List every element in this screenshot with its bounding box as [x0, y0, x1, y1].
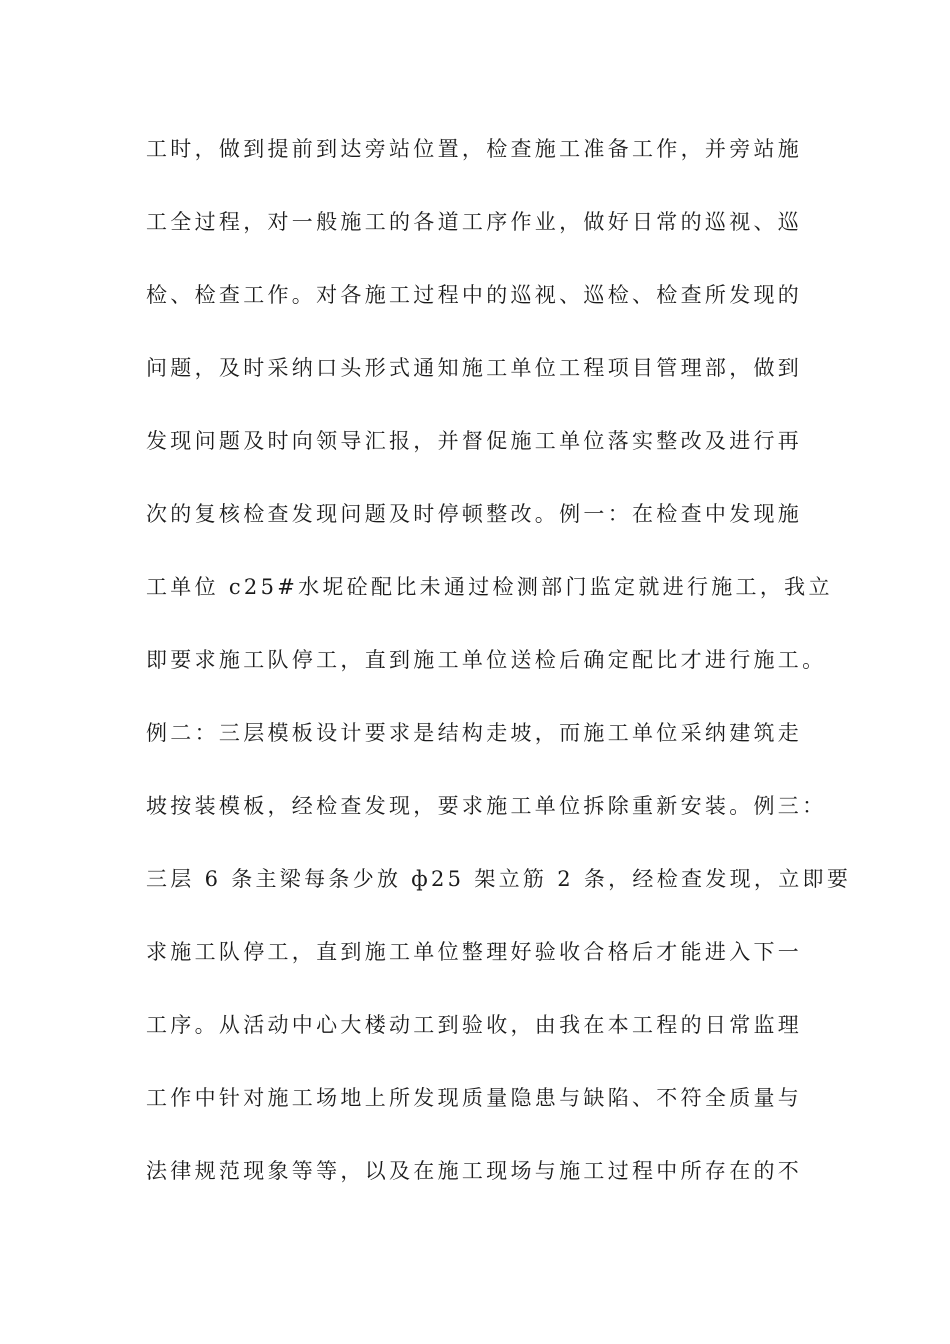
text-line: 工全过程，对一般施工的各道工序作业，做好日常的巡视、巡: [146, 210, 803, 234]
text-line: 发现问题及时向领导汇报，并督促施工单位落实整改及进行再: [146, 429, 803, 453]
text-line: 即要求施工队停工，直到施工单位送检后确定配比才进行施工。: [146, 648, 827, 672]
text-line: 法律规范现象等等，以及在施工现场与施工过程中所存在的不: [146, 1159, 803, 1183]
text-line: 三层 6 条主梁每条少放 ф25 架立筋 2 条，经检查发现，立即要: [146, 867, 852, 891]
text-line: 检、检查工作。对各施工过程中的巡视、巡检、检查所发现的: [146, 283, 803, 307]
text-line: 问题，及时采纳口头形式通知施工单位工程项目管理部，做到: [146, 356, 803, 380]
text-line: 工作中针对施工场地上所发现质量隐患与缺陷、不符全质量与: [146, 1086, 803, 1110]
text-line: 工单位 c25#水坭砼配比未通过检测部门监定就进行施工，我立: [146, 575, 833, 599]
text-line: 次的复核检查发现问题及时停顿整改。例一：在检查中发现施: [146, 502, 803, 526]
text-line: 例二：三层模板设计要求是结构走坡，而施工单位采纳建筑走: [146, 721, 803, 745]
text-line: 求施工队停工，直到施工单位整理好验收合格后才能进入下一: [146, 940, 803, 964]
text-line: 工序。从活动中心大楼动工到验收，由我在本工程的日常监理: [146, 1013, 803, 1037]
body-paragraph: [146, 129, 852, 1224]
text-line: 坡按装模板，经检查发现，要求施工单位拆除重新安装。例三：: [146, 794, 827, 818]
text-line: 工时，做到提前到达旁站位置，检查施工准备工作，并旁站施: [146, 137, 803, 161]
